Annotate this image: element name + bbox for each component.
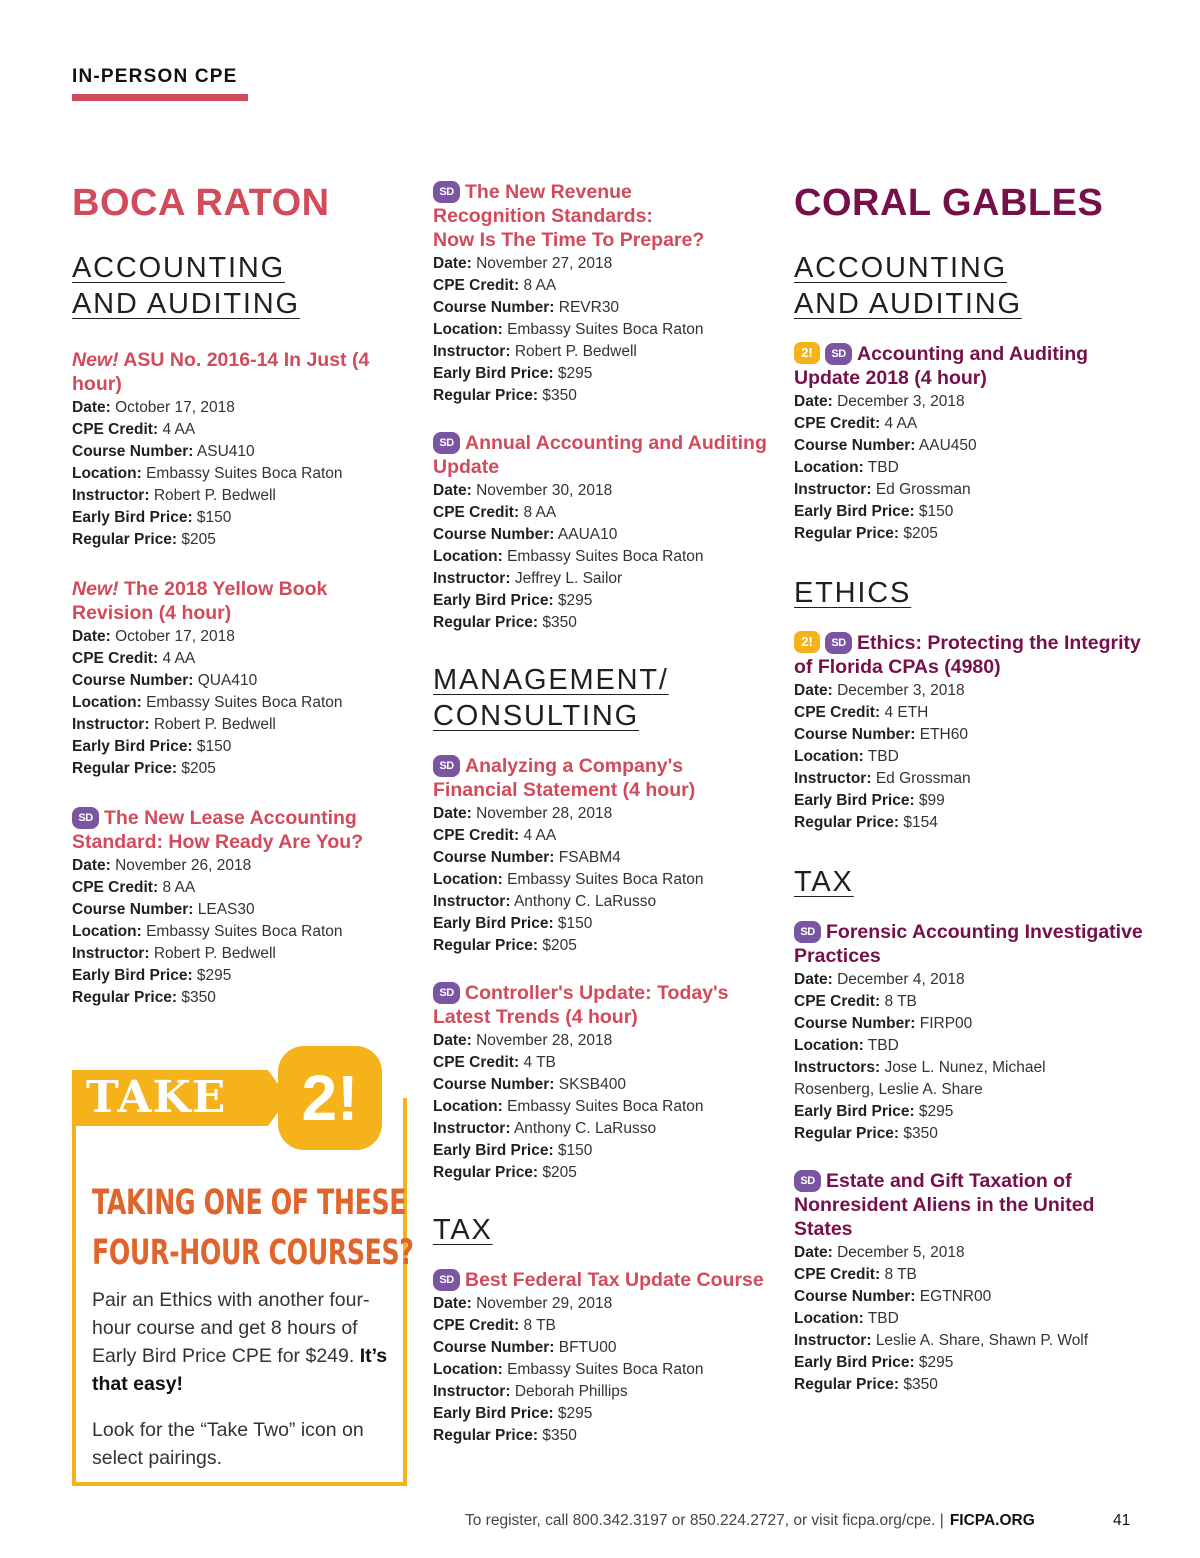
course-early-price: Early Bird Price: $99 [794, 792, 945, 809]
course-location: Location: Embassy Suites Boca Raton [433, 548, 704, 565]
course-revenue-recognition [433, 180, 773, 407]
heading-line: ACCOUNTING [794, 252, 1007, 284]
course-ethics-florida-cpas [794, 631, 1144, 834]
heading-line: TAX [433, 1214, 493, 1246]
take-two-word: TAKE [86, 1072, 227, 1123]
new-tag: New! [72, 578, 119, 600]
course-location: Location: TBD [794, 459, 899, 476]
course-date: Date: December 3, 2018 [794, 682, 965, 699]
course-cpe: CPE Credit: 4 TB [433, 1054, 556, 1071]
course-number: Course Number: BFTU00 [433, 1339, 617, 1356]
section-heading-management-consulting [433, 662, 669, 734]
course-location: Location: Embassy Suites Boca Raton [433, 1098, 704, 1115]
course-title-text: Accounting and Auditing Update 2018 (4 hour) [794, 343, 1089, 389]
course-title[interactable] [72, 577, 407, 625]
course-cpe: CPE Credit: 8 TB [794, 993, 917, 1010]
course-location: Location: Embassy Suites Boca Raton [72, 923, 343, 940]
course-instructor: Instructor: Ed Grossman [794, 481, 971, 498]
course-accounting-auditing-update [794, 342, 1144, 545]
take-two-body: Pair an Ethics with another four-hour course and get 8 hours of Early Bird Price CPE for $249. It’s that easy! [92, 1289, 388, 1395]
heading-line: CONSULTING [433, 700, 639, 732]
section-label: IN-PERSON CPE [72, 66, 238, 87]
course-early-price: Early Bird Price: $150 [72, 509, 232, 526]
take-two-promo [72, 1046, 414, 1486]
course-number: Course Number: LEAS30 [72, 901, 255, 918]
course-date: Date: November 29, 2018 [433, 1295, 613, 1312]
course-regular-price: Regular Price: $350 [794, 1376, 938, 1393]
column-boca-raton-2 [433, 180, 773, 1447]
section-heading-tax [433, 1212, 493, 1248]
course-regular-price: Regular Price: $350 [433, 387, 577, 404]
course-cpe: CPE Credit: 4 AA [794, 415, 918, 432]
course-number: Course Number: AAU450 [794, 437, 977, 454]
course-early-price: Early Bird Price: $295 [794, 1354, 954, 1371]
course-location: Location: Embassy Suites Boca Raton [433, 1361, 704, 1378]
course-instructor: Instructor: Robert P. Bedwell [433, 343, 637, 360]
course-title-text: Forensic Accounting Investigative Practices [794, 921, 1143, 967]
course-instructor: Instructor: Leslie A. Share, Shawn P. Wolf [794, 1332, 1089, 1349]
course-date: Date: October 17, 2018 [72, 628, 235, 645]
course-instructors-cont: Rosenberg, Leslie A. Share [794, 1081, 983, 1098]
course-regular-price: Regular Price: $205 [433, 1164, 577, 1181]
sd-badge-icon: SD [433, 432, 460, 454]
take-two-icon: 2! [278, 1046, 382, 1150]
section-heading-tax [794, 864, 854, 900]
sd-badge-icon: SD [433, 755, 460, 777]
take-two-icon: 2! [794, 342, 820, 364]
course-regular-price: Regular Price: $154 [794, 814, 938, 831]
course-date: Date: December 3, 2018 [794, 393, 965, 410]
page-number: 41 [1113, 1512, 1131, 1529]
course-cpe: CPE Credit: 8 AA [433, 504, 557, 521]
course-date: Date: November 28, 2018 [433, 805, 613, 822]
course-regular-price: Regular Price: $205 [433, 937, 577, 954]
course-instructor: Instructor: Ed Grossman [794, 770, 971, 787]
course-location: Location: Embassy Suites Boca Raton [433, 871, 704, 888]
course-early-price: Early Bird Price: $295 [433, 592, 593, 609]
city-heading-boca-raton: BOCA RATON [72, 182, 330, 224]
course-location: Location: TBD [794, 1037, 899, 1054]
course-location: Location: TBD [794, 748, 899, 765]
sd-badge-icon: SD [433, 982, 460, 1004]
course-instructor: Instructor: Robert P. Bedwell [72, 487, 276, 504]
course-title-text: Best Federal Tax Update Course [465, 1269, 764, 1291]
course-number: Course Number: FSABM4 [433, 849, 621, 866]
course-instructors: Instructors: Jose L. Nunez, Michael [794, 1059, 1046, 1076]
course-title-text: Controller's Update: Today's Latest Trends (4 hour) [433, 982, 729, 1028]
course-title-text: Analyzing a Company's Financial Statement (4 hour) [433, 755, 696, 801]
course-instructor: Instructor: Anthony C. LaRusso [433, 893, 657, 910]
course-date: Date: November 27, 2018 [433, 255, 613, 272]
course-number: Course Number: AAUA10 [433, 526, 618, 543]
course-title[interactable] [72, 348, 407, 396]
take-two-heading-line: FOUR-HOUR COURSES? [92, 1233, 414, 1273]
course-instructor: Instructor: Robert P. Bedwell [72, 945, 276, 962]
course-cpe: CPE Credit: 8 AA [72, 879, 196, 896]
course-title[interactable] [433, 431, 773, 479]
course-early-price: Early Bird Price: $295 [794, 1103, 954, 1120]
course-location: Location: Embassy Suites Boca Raton [72, 465, 343, 482]
sd-badge-icon: SD [825, 343, 852, 365]
heading-line: ETHICS [794, 577, 912, 609]
section-label-underline [72, 94, 248, 101]
sd-badge-icon: SD [433, 1269, 460, 1291]
course-date: Date: November 28, 2018 [433, 1032, 613, 1049]
course-early-price: Early Bird Price: $295 [433, 1405, 593, 1422]
take-two-heading-line: TAKING ONE OF THESE [92, 1183, 407, 1223]
course-forensic-accounting [794, 920, 1144, 1145]
course-date: Date: December 4, 2018 [794, 971, 965, 988]
course-title[interactable]: SD The New Revenue Recognition Standards: Now Is The Time To Prepare? [433, 181, 705, 251]
course-title-text: Ethics: Protecting the Integrity of Florida CPAs (4980) [794, 632, 1141, 678]
course-cpe: CPE Credit: 8 TB [794, 1266, 917, 1283]
course-cpe: CPE Credit: 8 TB [433, 1317, 556, 1334]
course-annual-accounting-update [433, 431, 773, 634]
course-analyzing-financial-statement [433, 754, 773, 957]
heading-line: ACCOUNTING [72, 252, 285, 284]
heading-line: AND AUDITING [72, 288, 300, 320]
course-early-price: Early Bird Price: $150 [433, 915, 593, 932]
footer-site-link[interactable]: FICPA.ORG [949, 1512, 1035, 1529]
course-number: Course Number: SKSB400 [433, 1076, 626, 1093]
sd-badge-icon: SD [72, 807, 99, 829]
new-tag: New! [72, 349, 119, 371]
section-heading-ethics [794, 575, 911, 611]
course-early-price: Early Bird Price: $150 [794, 503, 954, 520]
course-title-text: Annual Accounting and Auditing Update [433, 432, 767, 478]
course-controllers-update [433, 981, 773, 1184]
course-yellow-book [72, 577, 407, 780]
course-estate-gift-taxation [794, 1169, 1144, 1396]
heading-line: MANAGEMENT/ [433, 664, 669, 696]
course-cpe: CPE Credit: 4 AA [433, 827, 557, 844]
footer-register-text: To register, call 800.342.3197 or 850.224.2727, or visit ficpa.org/cpe. | [465, 1512, 944, 1529]
course-location: Location: Embassy Suites Boca Raton [433, 321, 704, 338]
course-title[interactable] [433, 754, 773, 802]
course-regular-price: Regular Price: $350 [72, 989, 216, 1006]
take-two-heading [92, 1178, 414, 1278]
course-early-price: Early Bird Price: $150 [433, 1142, 593, 1159]
course-cpe: CPE Credit: 4 AA [72, 421, 196, 438]
course-early-price: Early Bird Price: $295 [433, 365, 593, 382]
sd-badge-icon: SD [433, 181, 460, 203]
course-title-text: The 2018 Yellow Book Revision (4 hour) [72, 578, 328, 624]
course-best-federal-tax [433, 1268, 773, 1447]
course-asu [72, 348, 407, 551]
course-instructor: Instructor: Anthony C. LaRusso [433, 1120, 657, 1137]
course-regular-price: Regular Price: $205 [794, 525, 938, 542]
course-regular-price: Regular Price: $350 [433, 614, 577, 631]
course-title[interactable] [433, 1268, 773, 1292]
course-number: Course Number: REVR30 [433, 299, 620, 316]
course-number: Course Number: ETH60 [794, 726, 968, 743]
course-early-price: Early Bird Price: $295 [72, 967, 232, 984]
section-heading-accounting-auditing [72, 250, 300, 322]
course-number: Course Number: EGTNR00 [794, 1288, 992, 1305]
course-lease-accounting [72, 806, 407, 1009]
heading-line: AND AUDITING [794, 288, 1022, 320]
course-number: Course Number: FIRP00 [794, 1015, 973, 1032]
column-boca-raton-1 [72, 180, 407, 1009]
sd-badge-icon: SD [794, 1170, 821, 1192]
course-date: Date: December 5, 2018 [794, 1244, 965, 1261]
take-two-icon: 2! [794, 631, 820, 653]
course-title[interactable] [794, 342, 1144, 390]
course-cpe: CPE Credit: 4 ETH [794, 704, 929, 721]
course-date: Date: October 17, 2018 [72, 399, 235, 416]
course-number: Course Number: ASU410 [72, 443, 255, 460]
course-regular-price: Regular Price: $205 [72, 760, 216, 777]
course-cpe: CPE Credit: 4 AA [72, 650, 196, 667]
course-title[interactable] [433, 981, 773, 1029]
course-title-text: ASU No. 2016-14 In Just (4 hour) [72, 349, 370, 395]
footer [465, 1512, 1131, 1530]
course-title[interactable] [794, 920, 1144, 968]
course-cpe: CPE Credit: 8 AA [433, 277, 557, 294]
course-instructor: Instructor: Jeffrey L. Sailor [433, 570, 623, 587]
course-regular-price: Regular Price: $350 [794, 1125, 938, 1142]
course-regular-price: Regular Price: $350 [433, 1427, 577, 1444]
course-location: Location: TBD [794, 1310, 899, 1327]
heading-line: TAX [794, 866, 854, 898]
section-heading-accounting-auditing [794, 250, 1022, 322]
course-early-price: Early Bird Price: $150 [72, 738, 232, 755]
sd-badge-icon: SD [825, 632, 852, 654]
course-title[interactable] [72, 806, 407, 854]
course-title[interactable] [794, 1169, 1144, 1241]
course-location: Location: Embassy Suites Boca Raton [72, 694, 343, 711]
course-instructor: Instructor: Robert P. Bedwell [72, 716, 276, 733]
course-title[interactable] [794, 631, 1144, 679]
course-title-text: Estate and Gift Taxation of Nonresident Aliens in the United States [794, 1170, 1095, 1240]
course-title-text: The New Lease Accounting Standard: How Ready Are You? [72, 807, 364, 853]
sd-badge-icon: SD [794, 921, 821, 943]
course-regular-price: Regular Price: $205 [72, 531, 216, 548]
column-coral-gables [794, 180, 1144, 1396]
take-two-note: Look for the “Take Two” icon on select pairings. [92, 1419, 364, 1469]
course-date: Date: November 30, 2018 [433, 482, 613, 499]
course-instructor: Instructor: Deborah Phillips [433, 1383, 628, 1400]
city-heading-coral-gables: CORAL GABLES [794, 182, 1104, 224]
course-number: Course Number: QUA410 [72, 672, 258, 689]
take-two-emphasis: It’s that easy! [92, 1345, 388, 1395]
course-date: Date: November 26, 2018 [72, 857, 252, 874]
